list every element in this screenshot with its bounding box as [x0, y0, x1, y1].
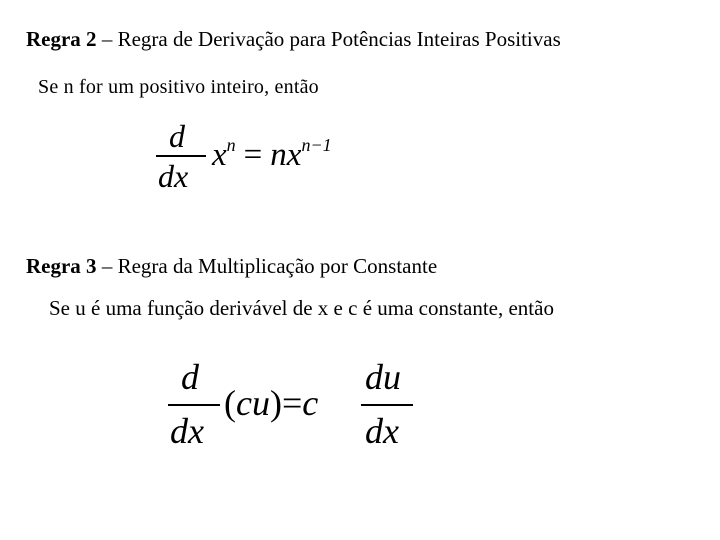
equals-sign: =: [281, 383, 303, 423]
fraction-bar: [168, 404, 220, 406]
rule2-heading: [26, 29, 561, 50]
derivative-denominator: dx: [170, 411, 204, 451]
inner-product: cu: [236, 383, 270, 423]
equals-sign: =: [243, 137, 263, 173]
rhs-exponent: n−1: [301, 135, 332, 155]
lhs-base: x: [212, 137, 227, 173]
rhs-constant: c: [302, 383, 319, 423]
rule3-heading: [26, 256, 437, 277]
rhs-numerator: du: [365, 357, 401, 397]
derivative-numerator: d: [181, 357, 199, 397]
rhs-base: x: [286, 137, 302, 173]
constant-multiple-expression: [224, 382, 318, 424]
rhs-denominator: dx: [365, 411, 399, 451]
rule2-statement: Se n for um positivo inteiro, então: [38, 76, 319, 98]
fraction-bar: [361, 404, 413, 406]
rule3-number: Regra 3: [26, 254, 97, 278]
constant-multiple-formula: [168, 354, 428, 454]
power-rule-formula: [156, 118, 396, 196]
rule3-statement: Se u é uma função derivável de x e c é uma constante, então: [49, 296, 554, 320]
lhs-exponent: n: [226, 135, 236, 155]
power-rule-expression: [212, 135, 332, 174]
derivative-numerator: d: [169, 118, 185, 154]
fraction-bar: [156, 155, 206, 157]
derivative-denominator: dx: [158, 158, 189, 194]
open-paren: (: [224, 383, 236, 423]
rule2-title: – Regra de Derivação para Potências Inteiras Positivas: [96, 27, 561, 51]
close-paren: ): [269, 383, 282, 423]
rhs-coefficient: n: [270, 137, 287, 173]
rule2-number: Regra 2: [26, 27, 97, 51]
rule3-title: – Regra da Multiplicação por Constante: [96, 254, 438, 278]
